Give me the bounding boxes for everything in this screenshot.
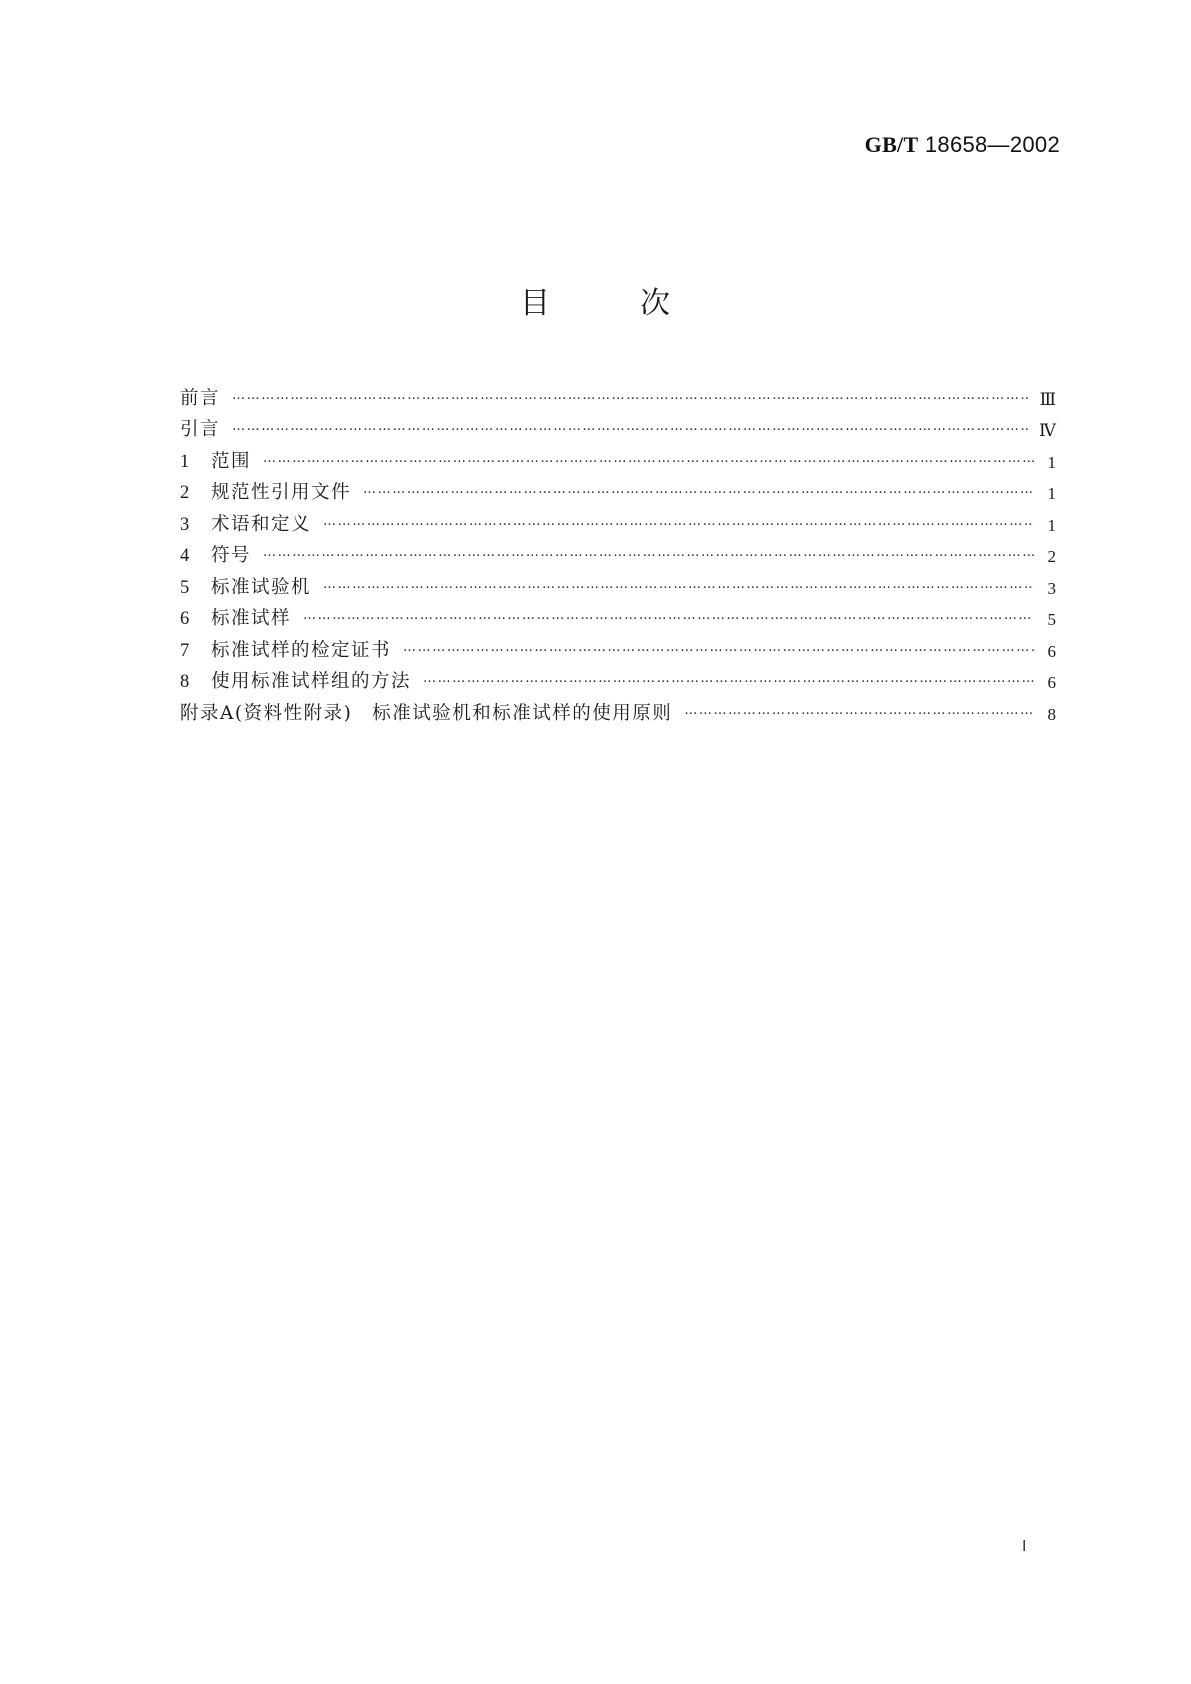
document-code-prefix: GB/T: [864, 132, 919, 157]
toc-entry-introduction[interactable]: [180, 410, 1056, 442]
toc-entry-page: 1: [1047, 484, 1056, 503]
toc-entry-label: 标准试样: [211, 608, 292, 629]
toc-leader-dots: [232, 417, 1029, 437]
toc-entry-label: 范围: [211, 450, 252, 472]
toc-entry-page: 1: [1047, 515, 1056, 535]
toc-entry-number: 2: [180, 483, 190, 503]
toc-leader-dots: [363, 480, 1034, 500]
toc-entry-label: 使用标准试样组的方法: [211, 671, 412, 692]
toc-entry-label: 引言: [180, 419, 221, 440]
toc-title-char-2: 次: [640, 286, 670, 321]
document-code: [865, 132, 1060, 158]
toc-entry-number: 3: [180, 514, 190, 535]
toc-leader-dots: [303, 606, 1034, 626]
toc-entry-number: 6: [180, 609, 190, 629]
toc-entry-standard-test-pieces[interactable]: [180, 599, 1056, 631]
toc-entry-label: 标准试验机: [211, 576, 312, 598]
toc-entry-scope[interactable]: [180, 441, 1056, 473]
table-of-contents: [180, 378, 1056, 725]
toc-entry-annex-a[interactable]: [180, 693, 1056, 725]
toc-entry-page: 6: [1047, 641, 1056, 661]
toc-entry-method-of-use[interactable]: [180, 662, 1056, 694]
toc-leader-dots: [263, 543, 1034, 563]
page-number: Ⅰ: [1022, 1539, 1027, 1555]
toc-entry-page: 5: [1047, 610, 1056, 629]
toc-title-char-1: 目: [520, 286, 550, 321]
toc-entry-symbols[interactable]: [180, 536, 1056, 568]
toc-entry-foreword[interactable]: [180, 378, 1056, 410]
toc-entry-page: 3: [1047, 578, 1056, 598]
toc-leader-dots: [403, 638, 1034, 658]
toc-entry-normative-references[interactable]: [180, 473, 1056, 505]
toc-entry-number: 1: [180, 451, 190, 472]
toc-entry-number: 5: [180, 577, 190, 598]
toc-entry-number: 4: [180, 546, 190, 566]
toc-leader-dots: [423, 669, 1034, 689]
toc-entry-page: 8: [1047, 704, 1056, 724]
toc-leader-dots: [263, 449, 1034, 469]
toc-leader-dots: [323, 575, 1034, 595]
toc-entry-label: 附录A(资料性附录) 标准试验机和标准试样的使用原则: [180, 702, 673, 724]
toc-entry-number: 8: [180, 672, 190, 692]
toc-entry-page: Ⅲ: [1039, 389, 1056, 409]
toc-entry-certificate[interactable]: [180, 630, 1056, 662]
toc-entry-label: 前言: [180, 387, 221, 409]
toc-entry-label: 标准试样的检定证书: [211, 639, 392, 661]
document-code-number: 18658—2002: [924, 132, 1060, 157]
toc-leader-dots: [323, 512, 1034, 532]
toc-entry-terms-definitions[interactable]: [180, 504, 1056, 536]
toc-title: [0, 282, 1191, 326]
toc-entry-label: 符号: [211, 545, 252, 566]
toc-entry-page: 6: [1047, 673, 1056, 692]
toc-entry-page: Ⅳ: [1039, 421, 1056, 440]
toc-entry-page: 1: [1047, 452, 1056, 472]
toc-leader-dots: [684, 701, 1034, 721]
toc-leader-dots: [232, 386, 1030, 406]
toc-entry-page: 2: [1047, 547, 1056, 566]
toc-entry-label: 规范性引用文件: [211, 482, 352, 503]
toc-entry-number: 7: [180, 640, 190, 661]
toc-entry-standard-testing-machine[interactable]: [180, 567, 1056, 599]
toc-entry-label: 术语和定义: [211, 513, 312, 535]
